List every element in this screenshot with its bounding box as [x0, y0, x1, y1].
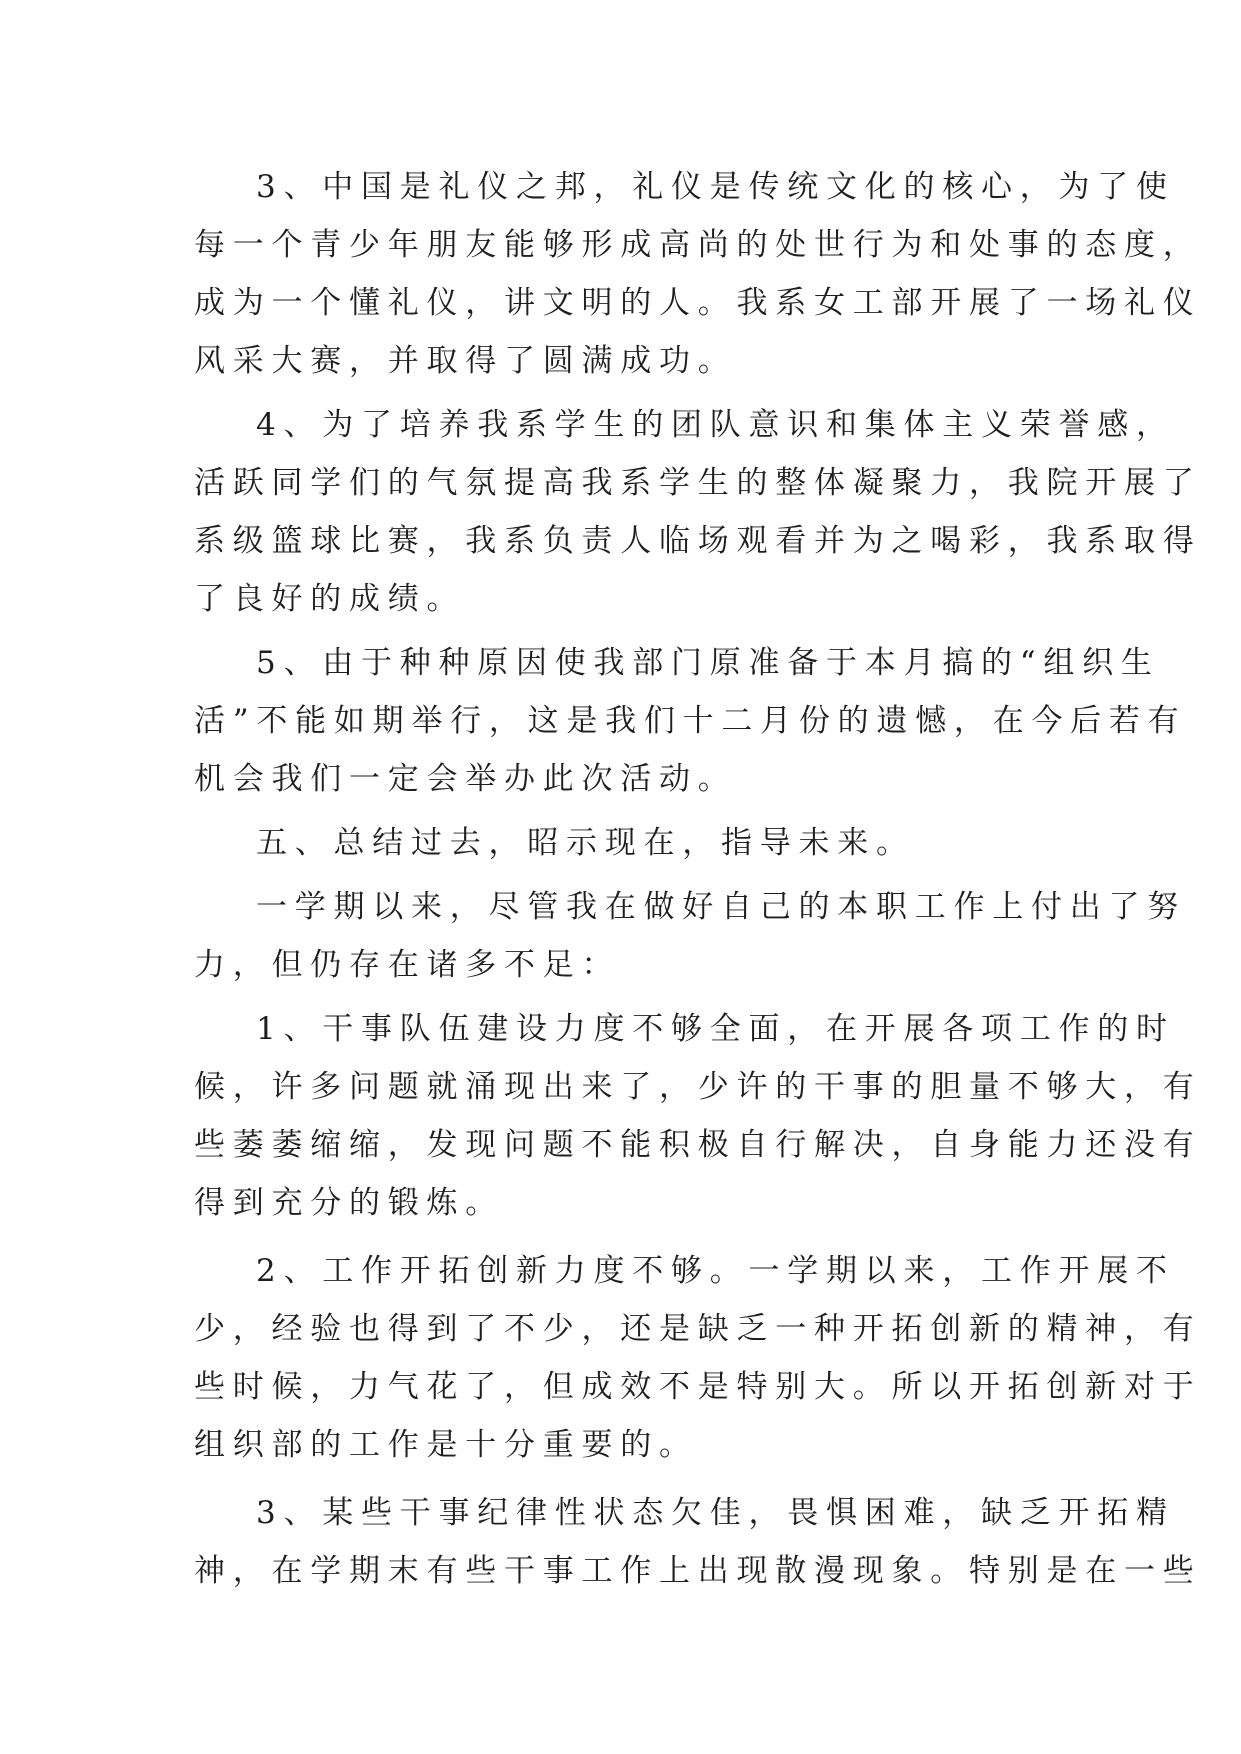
- section-heading: 五、总结过去，昭示现在，指导未来。: [256, 825, 915, 861]
- paragraph-line: 每一个青少年朋友能够形成高尚的处世行为和处事的态度，: [194, 227, 1202, 263]
- paragraph-line: 成为一个懂礼仪，讲文明的人。我系女工部开展了一场礼仪: [194, 285, 1202, 321]
- paragraph-line: 3、某些干事纪律性状态欠佳，畏惧困难，缺乏开拓精: [256, 1495, 1175, 1531]
- paragraph-line: 3、中国是礼仪之邦，礼仪是传统文化的核心，为了使: [256, 169, 1175, 205]
- paragraph-line: 机会我们一定会举办此次活动。: [194, 761, 737, 797]
- paragraph-line: 2、工作开拓创新力度不够。一学期以来，工作开展不: [256, 1253, 1175, 1289]
- paragraph-line: 5、由于种种原因使我部门原准备于本月搞的“组织生: [256, 645, 1160, 681]
- paragraph-line: 力，但仍存在诸多不足：: [194, 947, 621, 983]
- document-body: [194, 158, 1202, 1600]
- paragraph-line: 些时候，力气花了，但成效不是特别大。所以开拓创新对于: [194, 1369, 1202, 1405]
- paragraph-line: 了良好的成绩。: [194, 581, 466, 617]
- paragraph-line: 系级篮球比赛，我系负责人临场观看并为之喝彩，我系取得: [194, 523, 1202, 559]
- paragraph-line: 组织部的工作是十分重要的。: [194, 1427, 698, 1463]
- paragraph-line: 得到充分的锻炼。: [194, 1185, 504, 1221]
- paragraph-line: 活跃同学们的气氛提高我系学生的整体凝聚力，我院开展了: [194, 465, 1202, 501]
- paragraph-line: 些萎萎缩缩，发现问题不能积极自行解决，自身能力还没有: [194, 1127, 1202, 1163]
- paragraph-line: 神，在学期末有些干事工作上出现散漫现象。特别是在一些: [194, 1553, 1202, 1589]
- paragraph-line: 一学期以来，尽管我在做好自己的本职工作上付出了努: [256, 889, 1186, 925]
- paragraph-line: 风采大赛，并取得了圆满成功。: [194, 343, 737, 379]
- paragraph-line: 1、干事队伍建设力度不够全面，在开展各项工作的时: [256, 1011, 1175, 1047]
- paragraph-line: 少，经验也得到了不少，还是缺乏一种开拓创新的精神，有: [194, 1311, 1202, 1347]
- paragraph-line: 活”不能如期举行，这是我们十二月份的遗憾，在今后若有: [194, 703, 1187, 739]
- paragraph-line: 候，许多问题就涌现出来了，少许的干事的胆量不够大，有: [194, 1069, 1202, 1105]
- paragraph-line: 4、为了培养我系学生的团队意识和集体主义荣誉感，: [256, 407, 1175, 443]
